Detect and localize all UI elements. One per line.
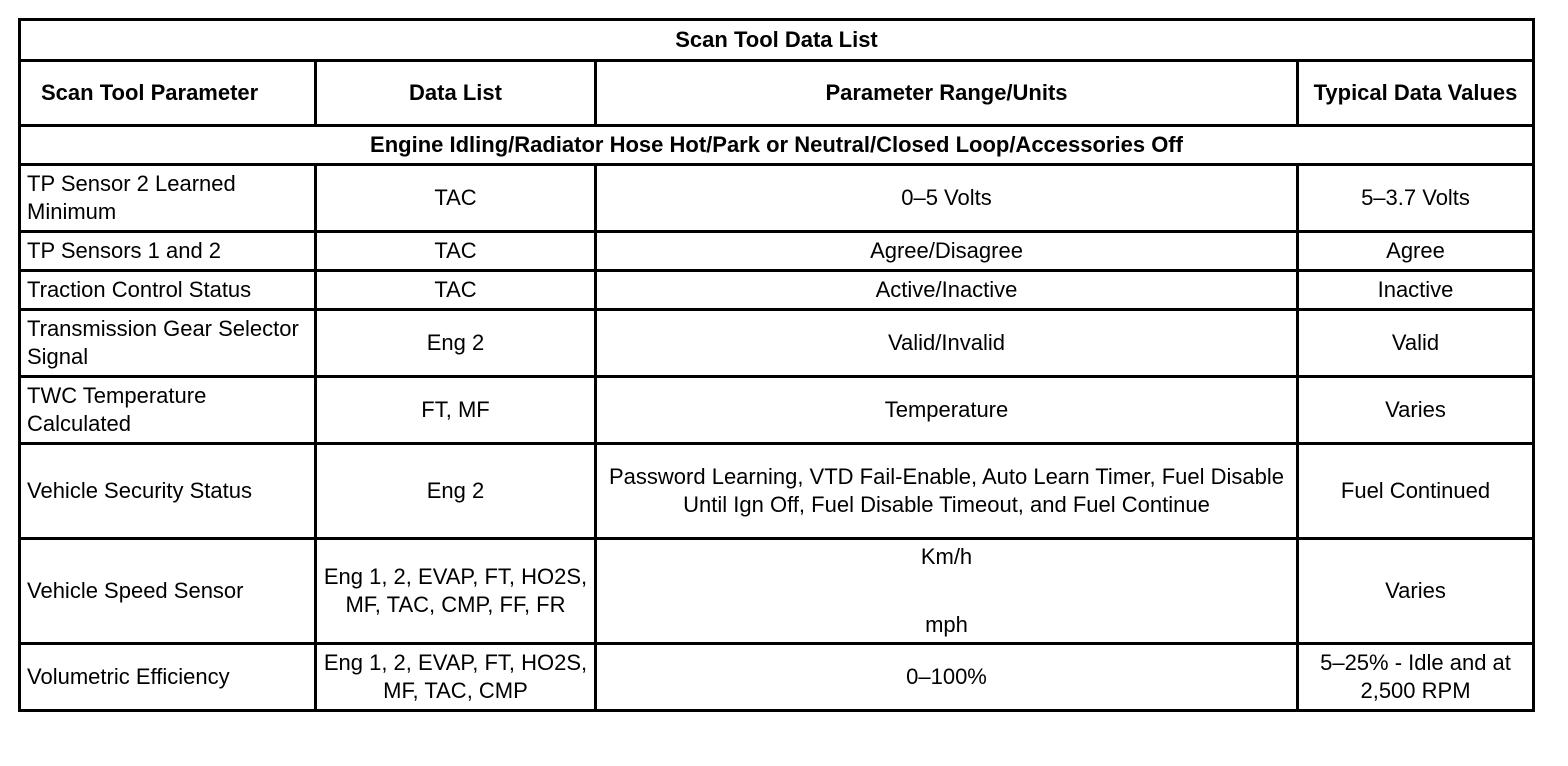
cell-parameter: Transmission Gear Selector Signal — [20, 310, 316, 377]
header-row — [20, 61, 1534, 126]
cell-parameter: Traction Control Status — [20, 271, 316, 310]
unit-mph: mph — [925, 612, 968, 637]
header-typical-values: Typical Data Values — [1298, 61, 1534, 126]
table-row — [20, 644, 1534, 711]
cell-range-units: 0–100% — [596, 644, 1298, 711]
cell-range-units: 0–5 Volts — [596, 165, 1298, 232]
cell-data-list: FT, MF — [316, 377, 596, 444]
cell-data-list: TAC — [316, 271, 596, 310]
cell-typical: Inactive — [1298, 271, 1534, 310]
cell-parameter: Vehicle Security Status — [20, 444, 316, 539]
cell-typical: Valid — [1298, 310, 1534, 377]
section-row — [20, 126, 1534, 165]
header-range-units: Parameter Range/Units — [596, 61, 1298, 126]
cell-data-list: TAC — [316, 165, 596, 232]
header-data-list: Data List — [316, 61, 596, 126]
table-title-row — [20, 20, 1534, 61]
cell-parameter: TP Sensors 1 and 2 — [20, 232, 316, 271]
cell-typical: Fuel Continued — [1298, 444, 1534, 539]
cell-parameter: TP Sensor 2 Learned Minimum — [20, 165, 316, 232]
table-row — [20, 310, 1534, 377]
cell-range-units: Password Learning, VTD Fail-Enable, Auto Learn Timer, Fuel Disable Until Ign Off, Fuel Disable Timeout, and Fuel Continue — [596, 444, 1298, 539]
cell-range-units: Active/Inactive — [596, 271, 1298, 310]
table-row — [20, 271, 1534, 310]
cell-data-list: Eng 1, 2, EVAP, FT, HO2S, MF, TAC, CMP — [316, 644, 596, 711]
cell-data-list: Eng 1, 2, EVAP, FT, HO2S, MF, TAC, CMP, FF, FR — [316, 539, 596, 644]
cell-typical: 5–25% - Idle and at 2,500 RPM — [1298, 644, 1534, 711]
table-title: Scan Tool Data List — [20, 20, 1534, 61]
cell-range-units: Valid/Invalid — [596, 310, 1298, 377]
cell-data-list: Eng 2 — [316, 310, 596, 377]
cell-typical: Varies — [1298, 539, 1534, 644]
cell-range-units: Temperature — [596, 377, 1298, 444]
cell-typical: Varies — [1298, 377, 1534, 444]
cell-range-units — [596, 539, 1298, 644]
section-label: Engine Idling/Radiator Hose Hot/Park or Neutral/Closed Loop/Accessories Off — [20, 126, 1534, 165]
table-row — [20, 377, 1534, 444]
cell-data-list: Eng 2 — [316, 444, 596, 539]
table-row — [20, 444, 1534, 539]
cell-parameter: Volumetric Efficiency — [20, 644, 316, 711]
cell-typical: Agree — [1298, 232, 1534, 271]
cell-parameter: Vehicle Speed Sensor — [20, 539, 316, 644]
cell-data-list: TAC — [316, 232, 596, 271]
table-row — [20, 165, 1534, 232]
scan-tool-data-table — [18, 18, 1535, 712]
header-parameter: Scan Tool Parameter — [20, 61, 316, 126]
cell-parameter: TWC Temperature Calculated — [20, 377, 316, 444]
table-row — [20, 539, 1534, 644]
cell-range-units: Agree/Disagree — [596, 232, 1298, 271]
unit-kmh: Km/h — [920, 544, 973, 569]
table-row — [20, 232, 1534, 271]
cell-typical: 5–3.7 Volts — [1298, 165, 1534, 232]
